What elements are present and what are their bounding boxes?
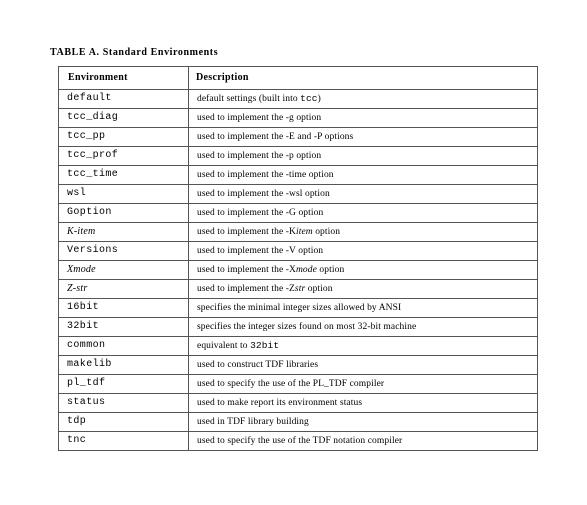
description-cell [189, 166, 538, 185]
table-row [59, 128, 538, 147]
table-row [59, 337, 538, 356]
environment-name-cell: Goption [59, 204, 189, 223]
description-text: default settings (built into [197, 94, 301, 104]
table-row [59, 261, 538, 280]
description-text: option [312, 227, 341, 237]
description-text: used to construct TDF libraries [197, 360, 319, 370]
environment-name-cell: status [59, 394, 189, 413]
description-cell [189, 185, 538, 204]
table-header [59, 67, 538, 90]
description-text: used in TDF library building [197, 417, 309, 427]
environment-name-cell: Xmode [59, 261, 189, 280]
description-text: specifies the integer sizes found on most 32-bit machine [197, 322, 417, 332]
table-row [59, 204, 538, 223]
description-text: used to implement the -g option [197, 113, 322, 123]
description-cell [189, 394, 538, 413]
column-header-environment: Environment [59, 67, 189, 90]
description-text: 32bit [250, 340, 280, 351]
environment-name-cell: common [59, 337, 189, 356]
environment-name-cell: default [59, 90, 189, 109]
environment-name-cell: tcc_diag [59, 109, 189, 128]
description-cell [189, 242, 538, 261]
environment-name-cell: 32bit [59, 318, 189, 337]
description-text: used to implement the -K [197, 227, 296, 237]
description-cell [189, 128, 538, 147]
description-cell [189, 356, 538, 375]
table-row [59, 413, 538, 432]
description-text: used to implement the -E and -P options [197, 132, 354, 142]
table-row [59, 356, 538, 375]
description-text: used to implement the -V option [197, 246, 324, 256]
table-row [59, 394, 538, 413]
description-text: str [294, 284, 306, 294]
description-cell [189, 432, 538, 451]
environment-name-cell: tdp [59, 413, 189, 432]
description-text: used to implement the -G option [197, 208, 324, 218]
environment-name-cell: pl_tdf [59, 375, 189, 394]
description-cell [189, 109, 538, 128]
description-text: equivalent to [197, 341, 251, 351]
table-row [59, 280, 538, 299]
header-row [59, 67, 538, 90]
description-text: item [295, 227, 313, 237]
table-row [59, 109, 538, 128]
table-row [59, 223, 538, 242]
description-text: tcc [300, 93, 318, 104]
table-row [59, 299, 538, 318]
description-text: ) [317, 94, 321, 104]
description-cell [189, 90, 538, 109]
description-text: used to implement the -time option [197, 170, 334, 180]
table-row [59, 432, 538, 451]
description-text: used to implement the -wsl option [197, 189, 330, 199]
description-text: used to implement the -Z [197, 284, 295, 294]
standard-environments-table [58, 66, 538, 451]
table-row [59, 185, 538, 204]
environment-name-cell: wsl [59, 185, 189, 204]
environment-name-cell: tcc_pp [59, 128, 189, 147]
table-row [59, 242, 538, 261]
description-text: used to implement the -X [197, 265, 296, 275]
table-body [59, 90, 538, 451]
table-caption: TABLE A. Standard Environments [50, 47, 219, 58]
description-cell [189, 318, 538, 337]
description-text: option [305, 284, 333, 294]
description-cell [189, 337, 538, 356]
description-cell [189, 261, 538, 280]
environment-name-cell: makelib [59, 356, 189, 375]
table-row [59, 375, 538, 394]
description-cell [189, 223, 538, 242]
description-text: used to implement the -p option [197, 151, 322, 161]
description-text: used to specify the use of the TDF notation compiler [197, 436, 403, 446]
environment-name-cell: K-item [59, 223, 189, 242]
environment-name-cell: 16bit [59, 299, 189, 318]
description-text: mode [295, 265, 317, 275]
description-cell [189, 375, 538, 394]
environment-name-cell: Z-str [59, 280, 189, 299]
environment-name-cell: tcc_time [59, 166, 189, 185]
description-text: used to make report its environment status [197, 398, 363, 408]
environment-name-cell: tnc [59, 432, 189, 451]
column-header-description: Description [189, 67, 538, 90]
environment-name-cell: Versions [59, 242, 189, 261]
description-cell [189, 147, 538, 166]
table-row [59, 147, 538, 166]
description-text: used to specify the use of the PL_TDF compiler [197, 379, 385, 389]
table-row [59, 318, 538, 337]
description-cell [189, 299, 538, 318]
description-text: option [316, 265, 345, 275]
description-cell [189, 280, 538, 299]
description-text: specifies the minimal integer sizes allowed by ANSI [197, 303, 402, 313]
description-cell [189, 413, 538, 432]
table-row [59, 90, 538, 109]
environment-name-cell: tcc_prof [59, 147, 189, 166]
table-row [59, 166, 538, 185]
description-cell [189, 204, 538, 223]
